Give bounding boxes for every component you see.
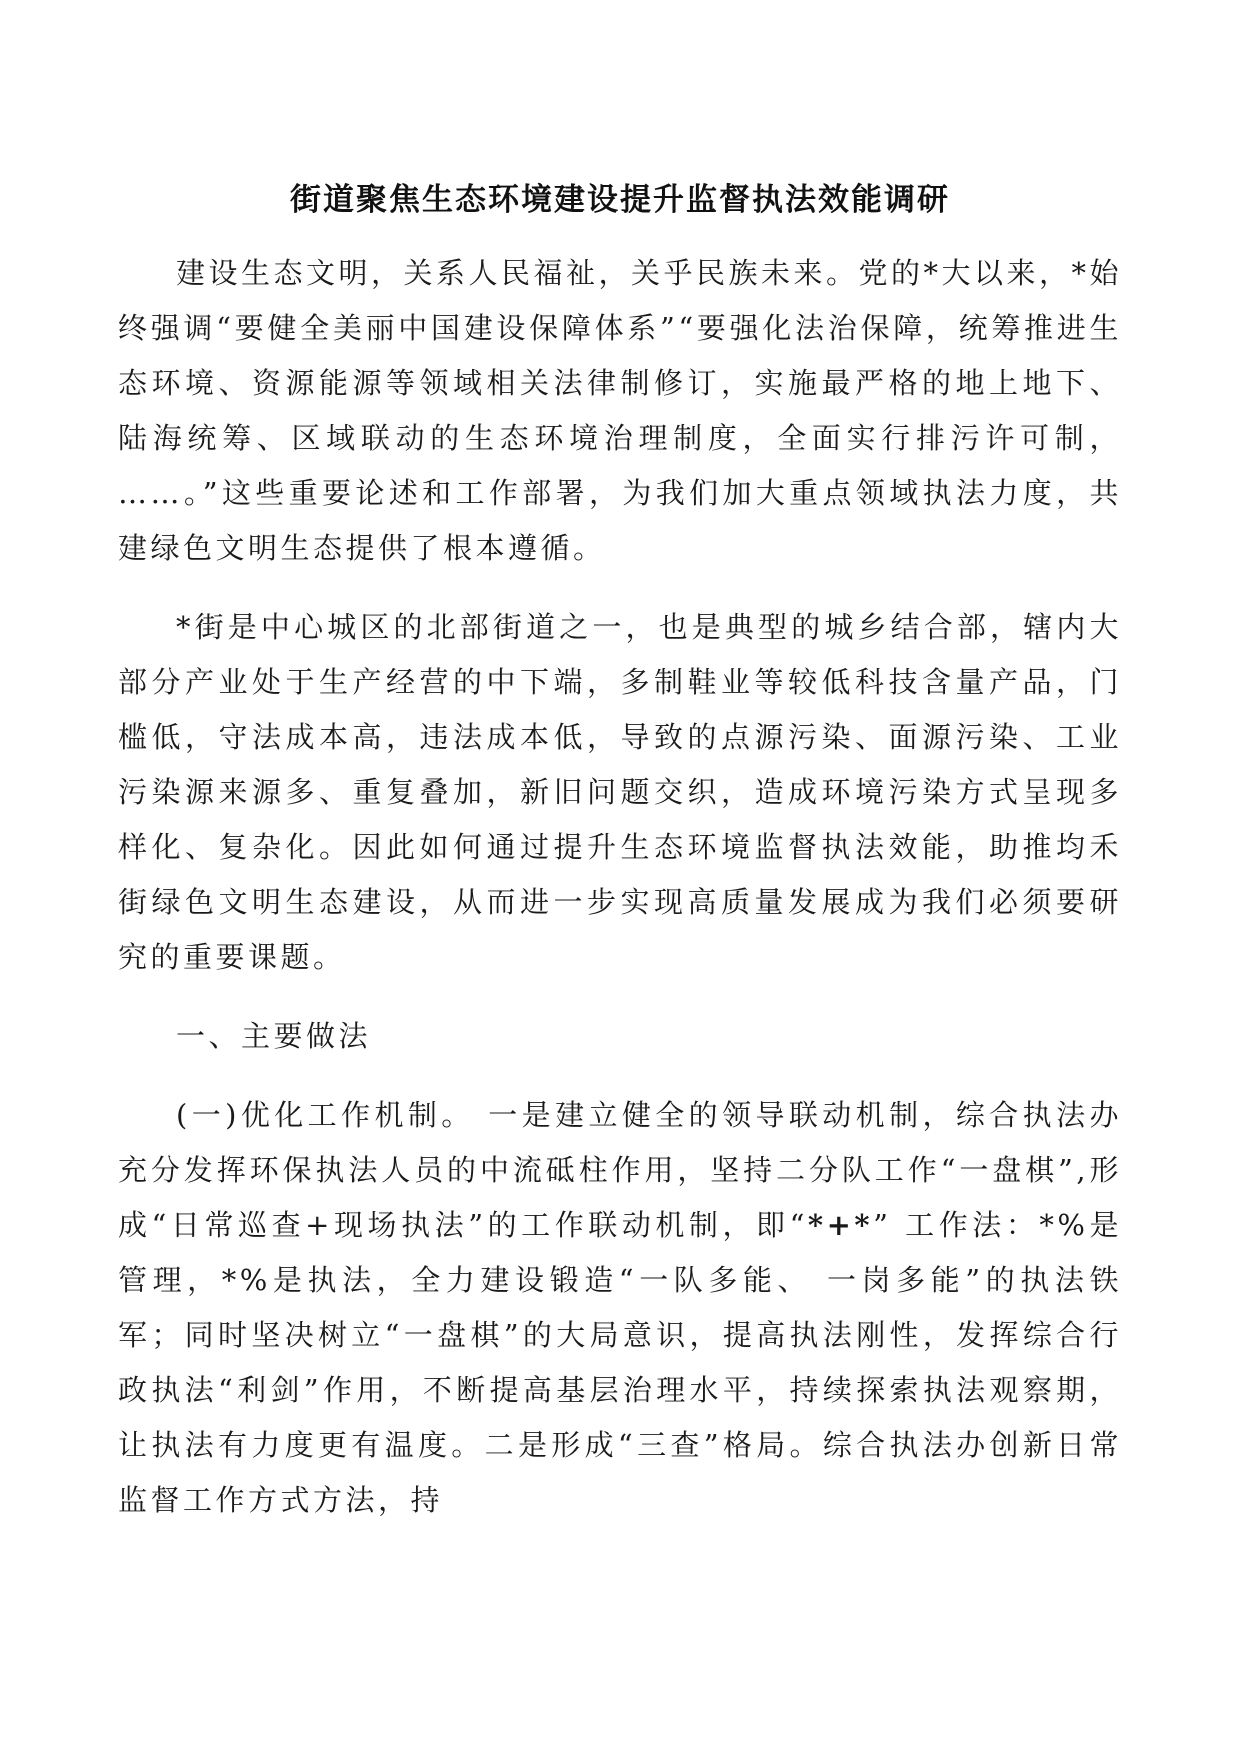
work-mechanism-text-end: ” 工作法：*%是管理，*%是执法，全力建设锻造“一队多能、 一岗多能”的执法铁军；同时坚决树立“一盘棋”的大局意识，提高执法刚性，发挥综合行政执法“利剑”作用，不断提高基层治理水平，持续探索执法观察期，让执法有力度更有温度。二是形成“三查”格局。综合执法办创新日常监督工作方式方法，持 (118, 1208, 1122, 1517)
work-method-emphasis: *+* (807, 1208, 874, 1242)
work-mechanism-paragraph (118, 1088, 1122, 1528)
work-mechanism-text-start: (一)优化工作机制。 一是建立健全的领导联动机制，综合执法办充分发挥环保执法人员的中流砥柱作用，坚持二分队工作“一盘棋”,形成“日常巡查+现场执法”的工作联动机制，即“ (118, 1098, 1122, 1242)
section-heading-main-practices: 一、主要做法 (176, 1019, 372, 1053)
document-page (118, 176, 1122, 1528)
background-paragraph: *街是中心城区的北部街道之一，也是典型的城乡结合部，辖内大部分产业处于生产经营的中下端，多制鞋业等较低科技含量产品，门槛低，守法成本高，违法成本低，导致的点源污染、面源污染、工业污染源来源多、重复叠加，新旧问题交织，造成环境污染方式呈现多样化、复杂化。因此如何通过提升生态环境监督执法效能，助推均禾街绿色文明生态建设，从而进一步实现高质量发展成为我们必须要研究的重要课题。 (118, 610, 1122, 974)
intro-paragraph: 建设生态文明，关系人民福祉，关乎民族未来。党的*大以来，*始终强调“要健全美丽中国建设保障体系”“要强化法治保障，统筹推进生态环境、资源能源等领域相关法律制修订，实施最严格的地上地下、陆海统筹、区域联动的生态环境治理制度，全面实行排污许可制， ……。”这些重要论述和工作部署，为我们加大重点领域执法力度，共建绿色文明生态提供了根本遵循。 (118, 256, 1123, 565)
document-title: 街道聚焦生态环境建设提升监督执法效能调研 (290, 182, 950, 218)
